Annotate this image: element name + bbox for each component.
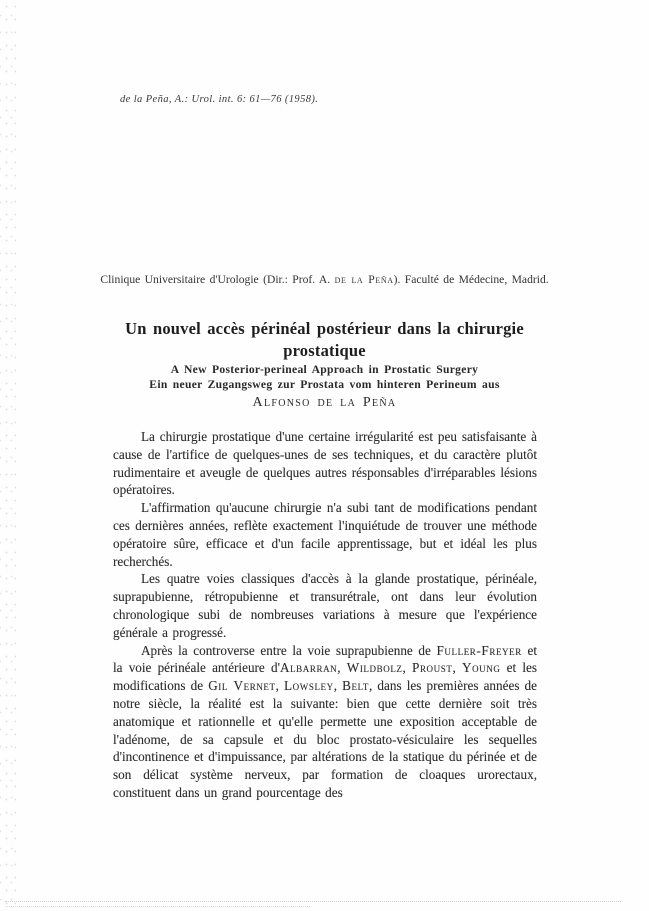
scan-noise-bottom-line <box>5 901 621 902</box>
paragraph <box>113 428 537 499</box>
text-run: , dans les premières années de notre siècle, la réalité est la suivante: bien que cette dernière soit très anatomique et rationnelle et qu'elle permette une exposition acceptable de l'adénome, de sa capsule et du bloc prostato-vésiculaire les sequelles d'incontinence et d'impuissance, par altérations de la statique du périnée et de son délicat système nerveux, par formation de cloaques urorectaux, constituent dans un grand pourcentage des <box>113 678 537 800</box>
article-body <box>113 428 537 802</box>
text-run: Après la controverse entre la voie suprapubienne de <box>141 642 437 658</box>
text-run: , <box>337 660 347 676</box>
person-name: Belt <box>342 678 370 694</box>
text-run: , <box>452 660 462 676</box>
person-name: Wildbolz <box>346 660 403 676</box>
person-name: Fuller-Freyer <box>436 642 522 658</box>
paragraph <box>113 642 537 802</box>
text-run: Clinique Universitaire d'Urologie (Dir.: Prof. A. <box>100 273 335 286</box>
person-name: Lowsley <box>284 678 334 694</box>
text-run: L'affirmation qu'aucune chirurgie n'a subi tant de modifications pendant ces dernières années, reflète exactement l'inquiétude de trouver une méthode opératoire sûre, efficace et d'un facile apprentissage, but et idéal les plus recherchés. <box>113 500 537 569</box>
subtitle-german: Ein neuer Zugangsweg zur Prostata vom hinteren Perineum aus <box>149 378 500 391</box>
person-name: Proust <box>412 660 453 676</box>
scan-noise-bottom-line-short <box>5 906 310 907</box>
article-title <box>0 318 649 362</box>
affiliation-line <box>82 272 567 288</box>
text-run: La chirurgie prostatique d'une certaine irrégularité est peu satisfaisante à cause de l'artifice de quelques-unes de ses techniques, et du caractère plutôt rudimentaire et aveugle de quelques autres résponsables d'irréparables lésions opératoires. <box>113 429 537 498</box>
journal-citation: de la Peña, A.: Urol. int. 6: 61—76 (1958). <box>120 94 319 105</box>
person-name: Gil Vernet <box>208 678 276 694</box>
text-run: Les quatre voies classiques d'accès à la glande prostatique, périnéale, suprapubienne, rétropubienne et transurétrale, ont dans leur évolution chronologique subi de nombreuses variations à mesure que l'expérience générale a progressé. <box>113 571 537 640</box>
paragraph <box>113 499 537 570</box>
person-name: de la Peña <box>334 273 394 286</box>
text-run: , <box>402 660 413 676</box>
text-run: et les modifications de <box>113 660 538 694</box>
scan-noise-left-edge <box>0 0 16 911</box>
article-title-text: Un nouvel accès périnéal postérieur dans la chirurgie prostatique <box>125 319 524 360</box>
paragraph <box>113 570 537 641</box>
subtitle-english: A New Posterior-perineal Approach in Prostatic Surgery <box>170 363 479 376</box>
text-run: ). Faculté de Médecine, Madrid. <box>393 273 549 286</box>
text-run: et la voie périnéale antérieure d' <box>113 642 537 676</box>
text-run: , <box>333 678 343 694</box>
text-run: , <box>275 678 284 694</box>
person-name: Albarran <box>279 660 338 676</box>
author-name: Alfonso de la Peña <box>252 395 397 410</box>
person-name: Young <box>461 660 501 676</box>
